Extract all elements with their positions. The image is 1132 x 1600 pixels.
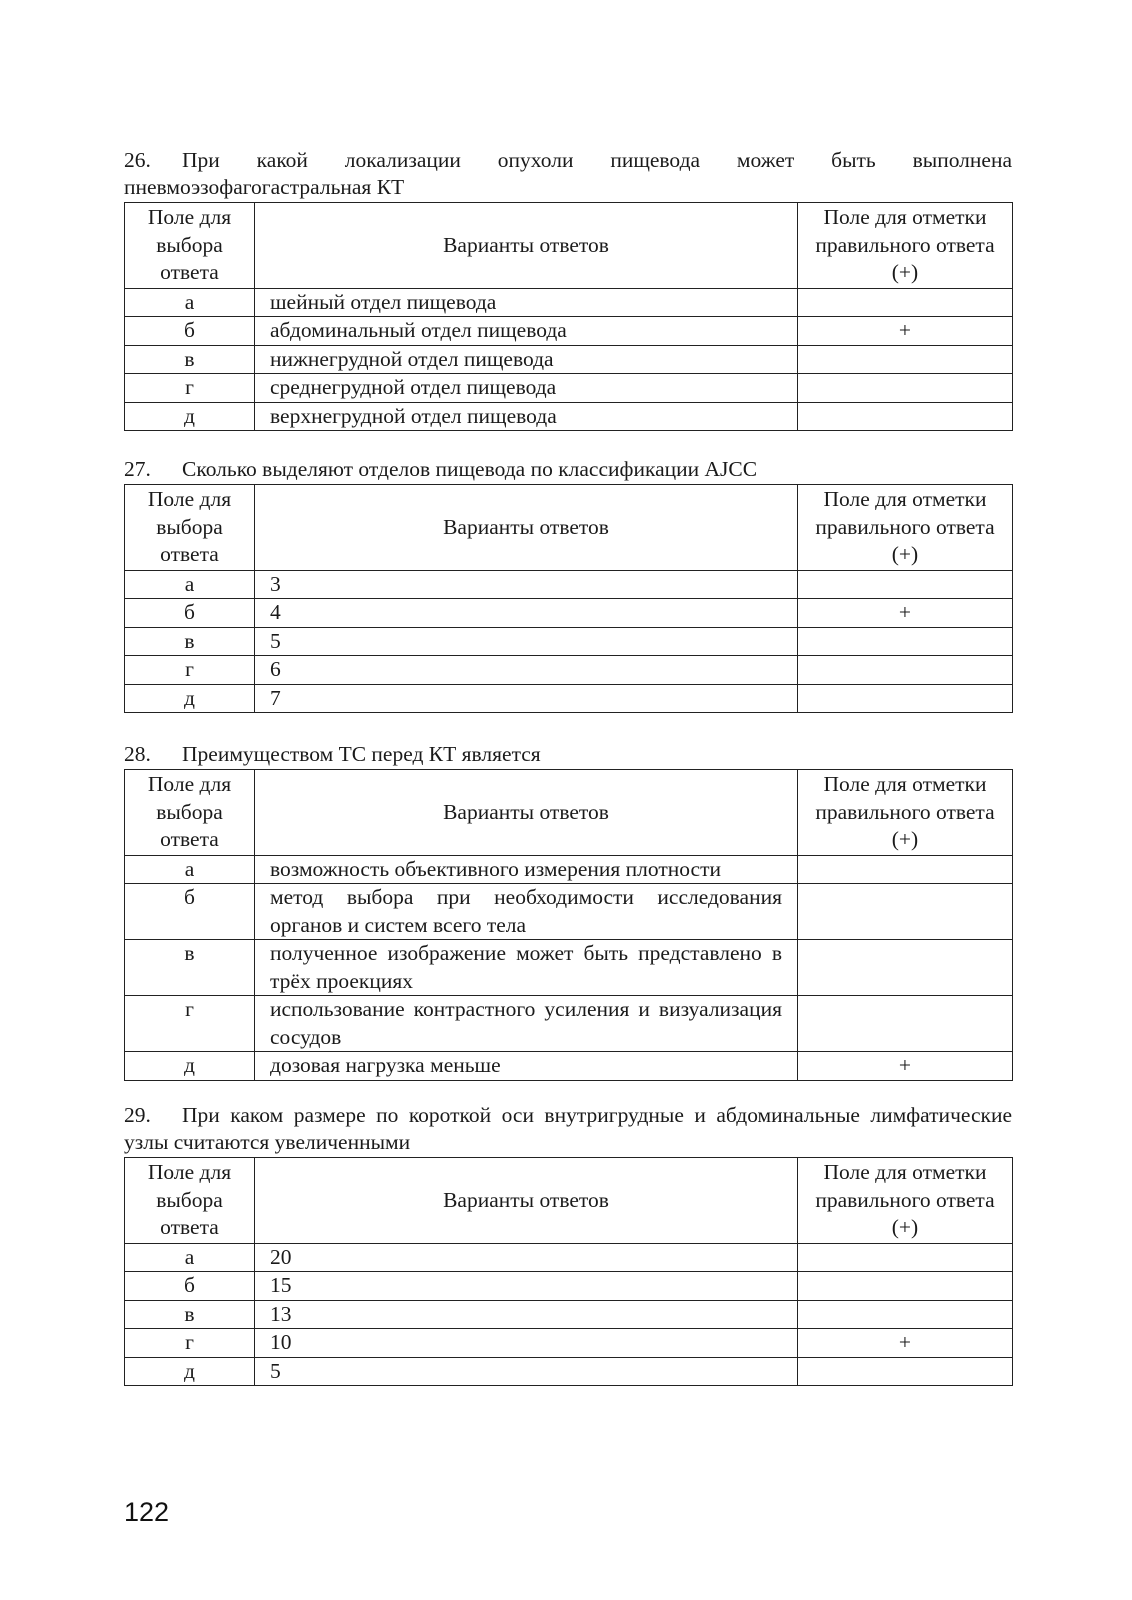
table-row [125, 1272, 1013, 1301]
option-letter: в [125, 627, 255, 656]
correct-mark-cell[interactable] [798, 855, 1013, 884]
option-letter: г [125, 996, 255, 1052]
option-letter: г [125, 374, 255, 403]
table-header-row [125, 485, 1013, 571]
option-letter: д [125, 684, 255, 713]
option-letter: д [125, 1357, 255, 1386]
correct-mark-cell[interactable] [798, 1300, 1013, 1329]
header-choice-field: Поле для выбора ответа [125, 485, 255, 571]
option-letter: д [125, 1052, 255, 1081]
table-header-row [125, 1158, 1013, 1244]
option-text: 15 [255, 1272, 798, 1301]
table-row [125, 656, 1013, 685]
correct-mark-cell[interactable]: + [798, 599, 1013, 628]
answer-table [124, 1157, 1013, 1386]
option-letter: г [125, 656, 255, 685]
correct-mark-cell[interactable] [798, 627, 1013, 656]
question-title [124, 147, 1012, 201]
header-correct-mark: Поле для отметки правильного ответа (+) [798, 770, 1013, 856]
table-row [125, 374, 1013, 403]
option-letter: г [125, 1329, 255, 1358]
question-number: 27. [124, 457, 151, 481]
table-row [125, 1329, 1013, 1358]
question-title [124, 1102, 1012, 1156]
table-row [125, 996, 1013, 1052]
header-answer-options: Варианты ответов [255, 1158, 798, 1244]
table-row [125, 1300, 1013, 1329]
table-row [125, 288, 1013, 317]
option-text: дозовая нагрузка меньше [255, 1052, 798, 1081]
option-text: 10 [255, 1329, 798, 1358]
option-letter: а [125, 288, 255, 317]
table-header-row [125, 770, 1013, 856]
correct-mark-cell[interactable] [798, 345, 1013, 374]
header-answer-options: Варианты ответов [255, 203, 798, 289]
header-correct-mark: Поле для отметки правильного ответа (+) [798, 1158, 1013, 1244]
header-choice-field: Поле для выбора ответа [125, 203, 255, 289]
page-number: 122 [124, 1497, 170, 1527]
option-letter: б [125, 317, 255, 346]
option-text: среднегрудной отдел пищевода [255, 374, 798, 403]
table-row [125, 345, 1013, 374]
header-correct-mark: Поле для отметки правильного ответа (+) [798, 203, 1013, 289]
option-letter: в [125, 345, 255, 374]
answer-table [124, 484, 1013, 713]
question-26 [124, 147, 1012, 431]
header-choice-field: Поле для выбора ответа [125, 1158, 255, 1244]
option-text: полученное изображение может быть представлено в трёх проекциях [255, 940, 798, 996]
table-row [125, 317, 1013, 346]
question-number: 26. [124, 148, 151, 172]
option-letter: а [125, 855, 255, 884]
answer-table [124, 769, 1013, 1081]
option-text: 13 [255, 1300, 798, 1329]
correct-mark-cell[interactable]: + [798, 1052, 1013, 1081]
correct-mark-cell[interactable] [798, 1272, 1013, 1301]
option-text: 4 [255, 599, 798, 628]
table-row [125, 684, 1013, 713]
option-text: метод выбора при необходимости исследования органов и систем всего тела [255, 884, 798, 940]
correct-mark-cell[interactable] [798, 1243, 1013, 1272]
table-row [125, 1052, 1013, 1081]
question-text: При каком размере по короткой оси внутригрудные и абдоминальные лимфатические узлы считаются увеличенными [124, 1103, 1012, 1154]
question-28 [124, 741, 1012, 1081]
correct-mark-cell[interactable] [798, 656, 1013, 685]
option-letter: б [125, 1272, 255, 1301]
table-row [125, 402, 1013, 431]
header-answer-options: Варианты ответов [255, 485, 798, 571]
option-letter: а [125, 570, 255, 599]
option-text: использование контрастного усиления и визуализация сосудов [255, 996, 798, 1052]
question-text: Сколько выделяют отделов пищевода по классификации AJCC [182, 457, 758, 481]
table-row [125, 1243, 1013, 1272]
question-number: 29. [124, 1103, 151, 1127]
option-letter: а [125, 1243, 255, 1272]
option-text: абдоминальный отдел пищевода [255, 317, 798, 346]
correct-mark-cell[interactable] [798, 288, 1013, 317]
option-letter: в [125, 940, 255, 996]
correct-mark-cell[interactable] [798, 374, 1013, 403]
correct-mark-cell[interactable] [798, 684, 1013, 713]
option-text: возможность объективного измерения плотности [255, 855, 798, 884]
option-text: 7 [255, 684, 798, 713]
answer-table [124, 202, 1013, 431]
correct-mark-cell[interactable] [798, 996, 1013, 1052]
correct-mark-cell[interactable] [798, 402, 1013, 431]
table-row [125, 884, 1013, 940]
header-correct-mark: Поле для отметки правильного ответа (+) [798, 485, 1013, 571]
correct-mark-cell[interactable]: + [798, 317, 1013, 346]
table-row [125, 1357, 1013, 1386]
option-letter: д [125, 402, 255, 431]
table-row [125, 940, 1013, 996]
question-title [124, 741, 1012, 768]
table-row [125, 570, 1013, 599]
correct-mark-cell[interactable] [798, 940, 1013, 996]
table-row [125, 855, 1013, 884]
option-letter: б [125, 884, 255, 940]
question-text: Преимуществом ТС перед КТ является [182, 742, 541, 766]
table-header-row [125, 203, 1013, 289]
question-number: 28. [124, 742, 151, 766]
option-text: 5 [255, 627, 798, 656]
option-text: 20 [255, 1243, 798, 1272]
question-text: При какой локализации опухоли пищевода может быть выполнена пневмоэзофагогастральная КТ [124, 148, 1012, 199]
question-title [124, 456, 1012, 483]
header-choice-field: Поле для выбора ответа [125, 770, 255, 856]
option-text: 6 [255, 656, 798, 685]
correct-mark-cell[interactable] [798, 884, 1013, 940]
question-29 [124, 1102, 1012, 1386]
correct-mark-cell[interactable] [798, 1357, 1013, 1386]
table-row [125, 599, 1013, 628]
option-letter: б [125, 599, 255, 628]
option-text: нижнегрудной отдел пищевода [255, 345, 798, 374]
header-answer-options: Варианты ответов [255, 770, 798, 856]
option-text: верхнегрудной отдел пищевода [255, 402, 798, 431]
correct-mark-cell[interactable] [798, 570, 1013, 599]
option-text: 3 [255, 570, 798, 599]
option-text: 5 [255, 1357, 798, 1386]
option-text: шейный отдел пищевода [255, 288, 798, 317]
question-27 [124, 456, 1012, 713]
correct-mark-cell[interactable]: + [798, 1329, 1013, 1358]
option-letter: в [125, 1300, 255, 1329]
table-row [125, 627, 1013, 656]
